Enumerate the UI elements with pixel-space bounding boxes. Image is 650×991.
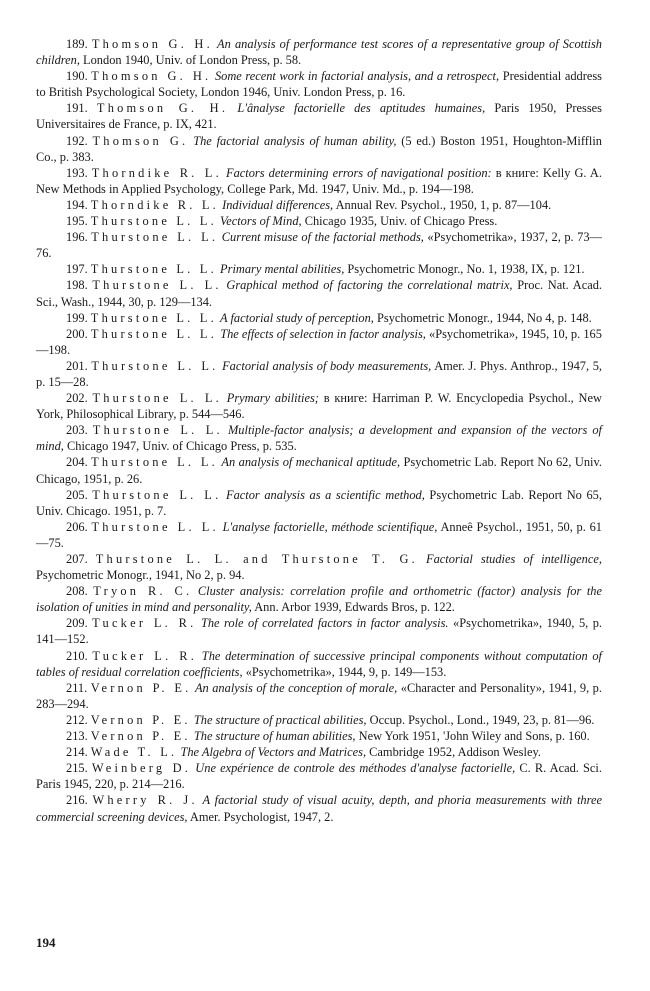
entry-author: Thurstone L. L.	[92, 423, 223, 438]
entry-title: Some recent work in factorial analysis, and a retrospect,	[214, 69, 500, 84]
entry-author: Thomson G. H.	[96, 101, 229, 116]
bibliography-entry	[36, 165, 602, 197]
bibliography-entry	[36, 454, 602, 486]
entry-title: Factorial studies of intelligence,	[426, 552, 602, 566]
entry-number: 212.	[66, 712, 88, 727]
entry-title: Current misuse of the factorial methods,	[221, 230, 424, 245]
bibliography-entry	[36, 680, 602, 712]
entry-number: 204.	[66, 455, 88, 470]
entry-title: A factorial study of perception,	[220, 310, 374, 325]
entry-title: The Algebra of Vectors and Matrices,	[180, 745, 367, 760]
entry-author: Wherry R. J.	[92, 793, 198, 808]
bibliography-entry	[36, 648, 602, 680]
entry-author: Vernon P. E.	[90, 712, 191, 727]
bibliography-entry	[36, 68, 602, 100]
bibliography-entry	[36, 261, 602, 277]
entry-publication: Cambridge 1952, Addison Wesley.	[369, 745, 541, 760]
entry-number: 210.	[66, 648, 88, 663]
entry-title: Multiple-factor analysis; a development and expansion of the vectors of mind,	[36, 423, 602, 454]
entry-number: 189.	[66, 37, 88, 51]
bibliography-entry	[36, 133, 602, 165]
entry-title: The determination of successive principal components without computation of tables of residual correlation coefficients,	[36, 648, 602, 679]
entry-title: Individual differences,	[222, 197, 334, 212]
entry-publication: Anneê Psychol., 1951, 50, p. 61—75.	[36, 519, 602, 550]
entry-author: Weinberg D.	[91, 761, 192, 776]
entry-title: Primary mental abilities,	[220, 262, 345, 277]
entry-author: Thomson G. H.	[91, 69, 212, 84]
entry-publication: в книге: Kelly G. A. New Methods in Applied Psychology, College Park, Md. 1947, Univ. Md., p. 194—198.	[36, 165, 602, 196]
bibliography-entry	[36, 326, 602, 358]
entry-title: Factorial analysis of body measurements,	[222, 358, 432, 373]
entry-publication: Psychometric Monogr., No. 1, 1938, IX, p. 121.	[347, 262, 585, 277]
bibliography-entry	[36, 422, 602, 454]
entry-title: An analysis of the conception of morale,	[194, 680, 398, 695]
bibliography-entry	[36, 213, 602, 229]
entry-publication: (5 ed.) Boston 1951, Houghton-Mifflin Co., p. 383.	[36, 133, 602, 164]
bibliography-entry	[36, 583, 602, 615]
entry-author: Thurstone L. L. and Thurstone T. G.	[95, 552, 418, 566]
entry-title: A factorial study of visual acuity, depth, and phoria measurements with three commercial screening devices,	[36, 793, 602, 824]
entry-number: 203.	[66, 423, 88, 438]
entry-author: Thomson G. H.	[91, 37, 213, 51]
entry-author: Thurstone L. L.	[91, 519, 219, 534]
entry-publication: «Psychometrika», 1937, 2, p. 73—76.	[36, 230, 602, 261]
entry-number: 214.	[66, 745, 88, 760]
entry-number: 196.	[66, 230, 88, 245]
entry-publication: Presidential address to British Psychological Society, London 1946, Univ. London Press, p. 16.	[36, 69, 602, 100]
entry-author: Wade T. L.	[90, 745, 178, 760]
entry-publication: C. R. Acad. Sci. Paris 1945, 220, p. 214—216.	[36, 761, 602, 792]
entry-title: L'ânalyse factorielle des aptitudes humaines,	[237, 101, 486, 116]
entry-number: 194.	[66, 197, 88, 212]
entry-author: Thomson G.	[92, 133, 189, 148]
entry-number: 215.	[66, 761, 88, 776]
entry-author: Thurstone L. L.	[92, 278, 222, 293]
entry-publication: Psychometric Lab. Report No 65, Univ. Chicago. 1951, p. 7.	[36, 487, 602, 518]
entry-author: Vernon P. E.	[90, 729, 191, 744]
entry-publication: New York 1951, 'John Wiley and Sons, p. 160.	[358, 729, 590, 744]
entry-author: Thurstone L. L.	[91, 230, 219, 245]
entry-number: 213.	[66, 729, 88, 744]
entry-author: Thurstone L. L.	[92, 487, 222, 502]
entry-number: 216.	[66, 793, 88, 808]
entry-number: 199.	[66, 310, 88, 325]
bibliography-entry	[36, 712, 602, 728]
entry-title: Une expérience de controle des méthodes d'analyse factorielle,	[195, 761, 516, 776]
entry-number: 193.	[66, 165, 88, 180]
entry-publication: Amer. J. Phys. Anthrop., 1947, 5, p. 15—28.	[36, 358, 602, 389]
entry-title: Prymary abilities;	[226, 391, 319, 406]
entry-publication: Proc. Nat. Acad. Sci., Wash., 1944, 30, p. 129—134.	[36, 278, 602, 309]
bibliography-entry	[36, 36, 602, 68]
entry-publication: Psychometric Lab. Report No 62, Univ. Chicago, 1951, p. 26.	[36, 455, 602, 486]
entry-publication: Annual Rev. Psychol., 1950, 1, p. 87—104.	[335, 197, 552, 212]
entry-title: Factor analysis as a scientific method,	[226, 487, 425, 502]
entry-author: Thurstone L. L.	[91, 358, 219, 373]
entry-publication: «Psychometrika», 1940, 5, p. 141—152.	[36, 616, 603, 647]
entry-title: An analysis of performance test scores of a representative group of Scottish children,	[36, 37, 602, 68]
entry-title: The effects of selection in factor analysis,	[220, 326, 426, 341]
entry-number: 206.	[66, 519, 88, 534]
entry-author: Tucker L. R.	[92, 648, 198, 663]
entry-number: 190.	[66, 69, 88, 84]
entry-number: 205.	[66, 487, 88, 502]
bibliography-entry	[36, 792, 602, 824]
entry-number: 200.	[66, 326, 88, 341]
entry-title: Graphical method of factoring the correlational matrix,	[226, 278, 513, 293]
entry-title: Factors determining errors of navigational position:	[226, 165, 492, 180]
entry-publication: Ann. Arbor 1939, Edwards Bros, p. 122.	[254, 600, 455, 615]
entry-number: 198.	[66, 278, 88, 293]
entry-publication: Amer. Psychologist, 1947, 2.	[189, 809, 334, 824]
bibliography-entry	[36, 615, 602, 647]
entry-number: 211.	[66, 680, 88, 695]
bibliography-entry	[36, 744, 602, 760]
entry-author: Tucker L. R.	[92, 616, 197, 631]
entry-publication: London 1940, Univ. of London Press, p. 58.	[83, 53, 302, 68]
entry-title: The role of correlated factors in factor analysis.	[200, 616, 449, 631]
entry-publication: Chicago 1935, Univ. of Chicago Press.	[304, 214, 498, 229]
bibliography-entry	[36, 390, 602, 422]
bibliography-entry	[36, 487, 602, 519]
entry-publication: в книге: Harriman P. W. Encyclopedia Psychol., New York, Philosophical Library, p. 544—546.	[36, 391, 602, 422]
bibliography-entry	[36, 358, 602, 390]
entry-number: 207.	[66, 552, 88, 566]
entry-title: The structure of practical abilities,	[193, 712, 367, 727]
entry-title: Vectors of Mind,	[220, 214, 302, 229]
bibliography-entry	[36, 551, 602, 583]
entry-number: 202.	[66, 391, 88, 406]
bibliography-entry	[36, 100, 602, 132]
entry-title: An analysis of mechanical aptitude,	[221, 455, 401, 470]
entry-publication: «Psychometrika», 1945, 10, p. 165—198.	[36, 326, 602, 357]
bibliography-entry	[36, 519, 602, 551]
entry-author: Thurstone L. L.	[90, 262, 217, 277]
entry-publication: Occup. Psychol., Lond., 1949, 23, p. 81—96.	[369, 712, 595, 727]
entry-author: Thurstone L. L.	[90, 214, 217, 229]
entry-number: 201.	[66, 358, 88, 373]
entry-author: Thurstone L. L.	[90, 326, 218, 341]
bibliography-page	[36, 36, 602, 825]
bibliography-entry	[36, 760, 602, 792]
bibliography-entry	[36, 229, 602, 261]
entry-publication: «Psychometrika», 1944, 9, p. 149—153.	[245, 664, 447, 679]
entry-publication: Chicago 1947, Univ. of Chicago Press, p. 535.	[67, 439, 297, 454]
entry-author: Thorndike R. L.	[91, 165, 222, 180]
entry-author: Thorndike R. L.	[90, 197, 219, 212]
entry-author: Thurstone L. L.	[92, 391, 222, 406]
entry-number: 192.	[66, 133, 88, 148]
entry-number: 208.	[66, 584, 88, 599]
entry-publication: «Character and Personality», 1941, 9, p. 283—294.	[36, 680, 602, 711]
bibliography-entry	[36, 197, 602, 213]
entry-title: The structure of human abilities,	[193, 729, 356, 744]
entry-number: 209.	[66, 616, 88, 631]
page-number: 194	[36, 935, 56, 950]
bibliography-entry	[36, 310, 602, 326]
entry-title: The factorial analysis of human ability,	[193, 133, 397, 148]
entry-publication: Psychometric Monogr., 1944, No 4, p. 148.	[377, 310, 592, 325]
entry-author: Tryon R. C.	[93, 584, 193, 599]
entry-publication: Psychometric Monogr., 1941, No 2, p. 94.	[36, 568, 245, 583]
entry-publication: Paris 1950, Presses Universitaires de France, p. IX, 421.	[36, 101, 602, 132]
entry-author: Vernon P. E.	[90, 680, 192, 695]
entry-title: Cluster analysis: correlation profile and orthometric (factor) analysis for the isolation of unities in mind and personality,	[36, 584, 602, 615]
entry-number: 195.	[66, 214, 88, 229]
entry-title: L'analyse factorielle, méthode scientifique,	[222, 519, 438, 534]
entry-author: Thurstone L. L.	[91, 455, 218, 470]
entry-number: 191.	[66, 101, 88, 116]
bibliography-entry	[36, 728, 602, 744]
entry-author: Thurstone L. L.	[90, 310, 217, 325]
bibliography-entry	[36, 277, 602, 309]
entry-number: 197.	[66, 262, 88, 277]
